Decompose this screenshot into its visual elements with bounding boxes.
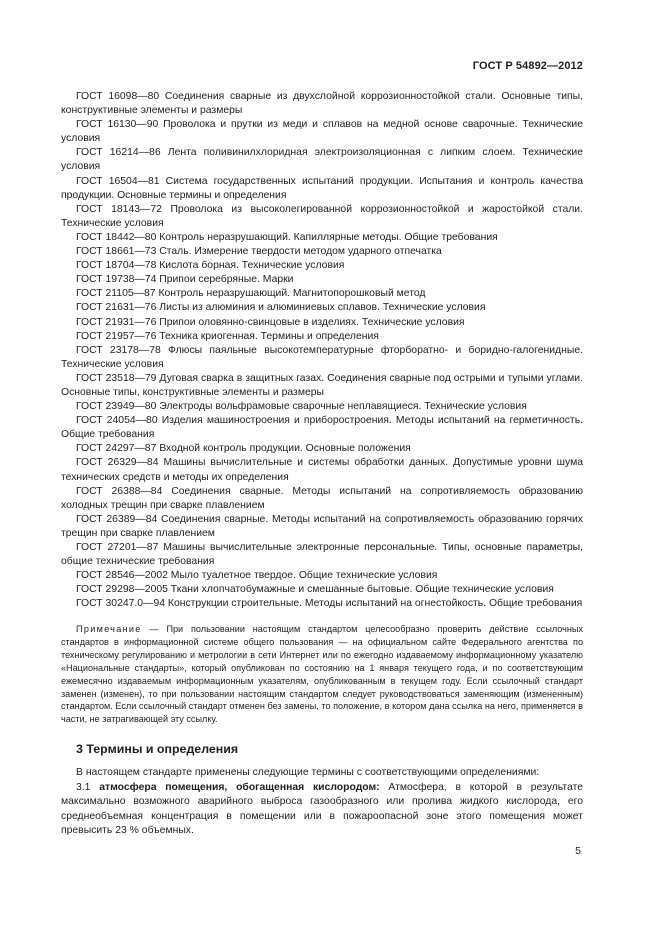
reference-item: ГОСТ 28546—2002 Мыло туалетное твердое. Общие технические условия [76, 570, 438, 582]
section-body [61, 766, 583, 839]
reference-item: ГОСТ 21931—76 Припои оловянно-свинцовые в изделиях. Технические условия [76, 316, 465, 328]
reference-item: ГОСТ 24054—80 Изделия машиностроения и приборостроения. Методы испытаний на герметичность. Общие требования [61, 415, 583, 441]
term-number: 3.1 [76, 781, 100, 793]
reference-item: ГОСТ 29298—2005 Ткани хлопчатобумажные и смешанные бытовые. Общие технические условия [76, 584, 554, 596]
reference-item: ГОСТ 18661—73 Сталь. Измерение твердости методом ударного отпечатка [76, 246, 442, 258]
reference-item: ГОСТ 27201—87 Машины вычислительные электронные персональные. Типы, основные параметры, общие технические требования [61, 542, 583, 568]
page-number: 5 [575, 845, 581, 857]
note-label: Примечание [76, 624, 142, 634]
reference-item: ГОСТ 16098—80 Соединения сварные из двухслойной коррозионностойкой стали. Основные типы, конструктивные элементы и размеры [61, 91, 583, 117]
normative-references-list [61, 90, 583, 611]
reference-item: ГОСТ 16504—81 Система государственных испытаний продукции. Испытания и контроль качества продукции. Основные термины и определения [61, 175, 583, 201]
reference-item: ГОСТ 30247.0—94 Конструкции строительные. Методы испытаний на огнестойкость. Общие требования [76, 598, 583, 610]
reference-item: ГОСТ 24297—87 Входной контроль продукции. Основные положения [76, 443, 411, 455]
reference-item: ГОСТ 21631—76 Листы из алюминия и алюминиевых сплавов. Технические условия [76, 302, 486, 314]
reference-item: ГОСТ 23518—79 Дуговая сварка в защитных газах. Соединения сварные под острыми и тупыми углами. Основные типы, конструктивные элементы и размеры [61, 372, 583, 398]
term-name: атмосфера помещения, обогащенная кислородом: [99, 781, 380, 793]
document-header: ГОСТ Р 54892—2012 [472, 60, 583, 72]
references-note [61, 623, 583, 726]
term-definition-paragraph [61, 781, 583, 839]
reference-item: ГОСТ 23178—78 Флюсы паяльные высокотемпературные фторборатно- и боридно-галогенидные. Технические условия [61, 344, 583, 370]
reference-item: ГОСТ 18143—72 Проволока из высоколегированной коррозионностойкой и жаростойкой стали. Технические условия [61, 203, 583, 229]
reference-item: ГОСТ 16214—86 Лента поливинилхлоридная электроизоляционная с липким слоем. Технические условия [61, 147, 583, 173]
reference-item: ГОСТ 18442—80 Контроль неразрушающий. Капиллярные методы. Общие требования [76, 231, 498, 243]
reference-item: ГОСТ 21105—87 Контроль неразрушающий. Магнитопорошковый метод [76, 288, 426, 300]
term-definition: Атмосфера, в которой в результате максимально возможного аварийного выброса газообразного или пролива жидкого кислорода, его среднеобъемная концентрация в помещении или в пожароопасной зоне этого помещения может превысить 23 % объемных. [61, 781, 583, 836]
section-heading: 3 Термины и определения [76, 742, 239, 756]
reference-item: ГОСТ 26388—84 Соединения сварные. Методы испытаний на сопротивляемость образованию холодных трещин при сварке плавлением [61, 485, 583, 511]
reference-item: ГОСТ 19738—74 Припои серебряные. Марки [76, 274, 294, 286]
reference-item: ГОСТ 23949—80 Электроды вольфрамовые сварочные неплавящиеся. Технические условия [76, 401, 527, 413]
note-text: — При пользовании настоящим стандартом целесообразно проверить действие ссылочных стандартов в информационной системе общего пользования — на официальном сайте Федерального агентства по техническому регулированию и метрологии в сети Интернет или по ежегодно издаваемому информационному указателю «Национальные стандарты», который опубликован по состоянию на 1 января текущего года, и по соответствующим ежемесячно издаваемым информационным указателям, опубликованным в текущем году. Если ссылочный стандарт заменен (изменен), то при пользовании настоящим стандартом следует руководствоваться заменяющим (измененным) стандартом. Если ссылочный стандарт отменен без замены, то положение, в котором дана ссылка на него, применяется в части, не затрагивающей эту ссылку. [61, 624, 583, 725]
section-intro: В настоящем стандарте применены следующие термины с соответствующими определениями: [76, 767, 540, 778]
reference-item: ГОСТ 26329—84 Машины вычислительные и системы обработки данных. Допустимые уровни шума технических средств и методы их определения [61, 457, 583, 483]
reference-item: ГОСТ 21957—76 Техника криогенная. Термины и определения [76, 330, 379, 342]
reference-item: ГОСТ 16130—90 Проволока и прутки из меди и сплавов на медной основе сварочные. Технические условия [61, 119, 583, 145]
reference-item: ГОСТ 18704—78 Кислота борная. Технические условия [76, 260, 345, 272]
reference-item: ГОСТ 26389—84 Соединения сварные. Методы испытаний на сопротивляемость образованию горячих трещин при сварке плавлением [61, 513, 583, 539]
